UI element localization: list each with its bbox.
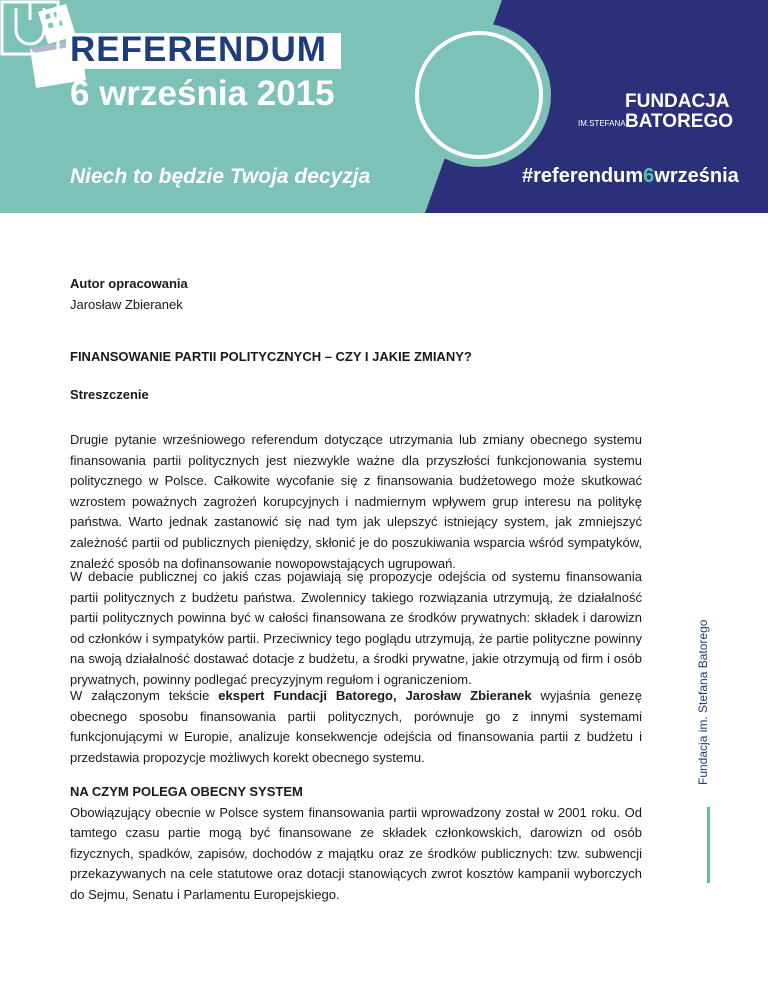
expert-name: ekspert Fundacji Batorego, Jarosław Zbieranek xyxy=(218,688,532,703)
summary-label: Streszczenie xyxy=(70,387,149,402)
expert-paragraph xyxy=(70,686,642,768)
banner-title: REFERENDUM xyxy=(70,30,327,69)
hashtag-number: 6 xyxy=(643,165,655,187)
section-heading: NA CZYM POLEGA OBECNY SYSTEM xyxy=(70,784,303,799)
side-label: Fundacja im. Stefana Batorego xyxy=(696,619,710,785)
foundation-name xyxy=(625,92,733,132)
hashtag-suffix: września xyxy=(654,165,739,187)
banner-hashtag xyxy=(522,165,739,188)
banner-slogan: Niech to będzie Twoja decyzja xyxy=(70,165,371,188)
expert-rest: wyjaśnia genezę obecnego sposobu finansowania partii politycznych, porównuje go z innymi systemami funkcjonującymi w Europie, analizuje konsekwencje odejścia od finansowania partii z budżetu i przedstawia propozycje możliwych korekt obecnego systemu. xyxy=(70,688,642,765)
side-accent-bar xyxy=(707,807,710,883)
document-heading: FINANSOWANIE PARTII POLITYCZNYCH – CZY I JAKIE ZMIANY? xyxy=(70,349,472,364)
system-section xyxy=(70,782,642,906)
author-label: Autor opracowania xyxy=(70,276,188,291)
foundation-line1: FUNDACJA xyxy=(625,91,730,112)
system-paragraph: Obowiązujący obecnie w Polsce system finansowania partii wprowadzony został w 2001 roku. Od tamtego czasu partie mogą być finansowane ze składek członkowskich, darowizn od osób fizycznych, spadków, zapisów, dochodów z majątku oraz ze środków publicznych: tzw. subwencji przekazywanych na cele statutowe oraz dotacji stanowiących zwrot kosztów kampanii wyborczych do Sejmu, Senatu i Parlamentu Europejskiego. xyxy=(70,804,642,902)
foundation-im: IM.STEFANA xyxy=(578,119,626,128)
banner-date: 6 września 2015 xyxy=(70,74,335,113)
foundation-line2: BATOREGO xyxy=(625,111,734,132)
author-name: Jarosław Zbieranek xyxy=(70,296,183,312)
debate-paragraph: W debacie publicznej co jakiś czas pojawiają się propozycje odejścia od systemu finansowania partii politycznych z budżetu państwa. Zwolennicy takiego rozwiązania utrzymują, że działalność partii politycznych powinna być w całości finansowana ze środków prywatnych: składek i darowizn od członków i sympatyków partii. Przeciwnicy tego poglądu utrzymują, że partie polityczne powinny na swoją działalność dostawać dotacje z budżetu, a środki prywatne, jakie otrzymują od firm i osób prywatnych, powinny podlegać precyzyjnym regułom i ograniczeniom. xyxy=(70,569,642,687)
referendum-banner xyxy=(0,0,768,213)
summary-paragraph: Drugie pytanie wrześniowego referendum dotyczące utrzymania lub zmiany obecnego systemu finansowania partii politycznych jest niezwykle ważne dla przyszłości funkcjonowania systemu politycznego w Polsce. Całkowite wycofanie się z finansowania budżetowego może skutkować wzrostem poważnych zagrożeń korupcyjnych i nadmiernym wpływem grup interesu na politykę państwa. Warto jednak zastanowić się nad tym jak ulepszyć istniejący system, jak zmniejszyć zależność partii od publicznych pieniędzy, skłonić je do poszukiwania wsparcia wśród sympatyków, znaleźć sposób na dofinansowanie nowopowstających ugrupowań. xyxy=(70,432,642,571)
hashtag-prefix: #referendum xyxy=(522,165,644,187)
foundation-logo-icon xyxy=(0,0,60,56)
author-block xyxy=(70,274,642,315)
expert-intro: W załączonym tekście xyxy=(70,688,219,703)
